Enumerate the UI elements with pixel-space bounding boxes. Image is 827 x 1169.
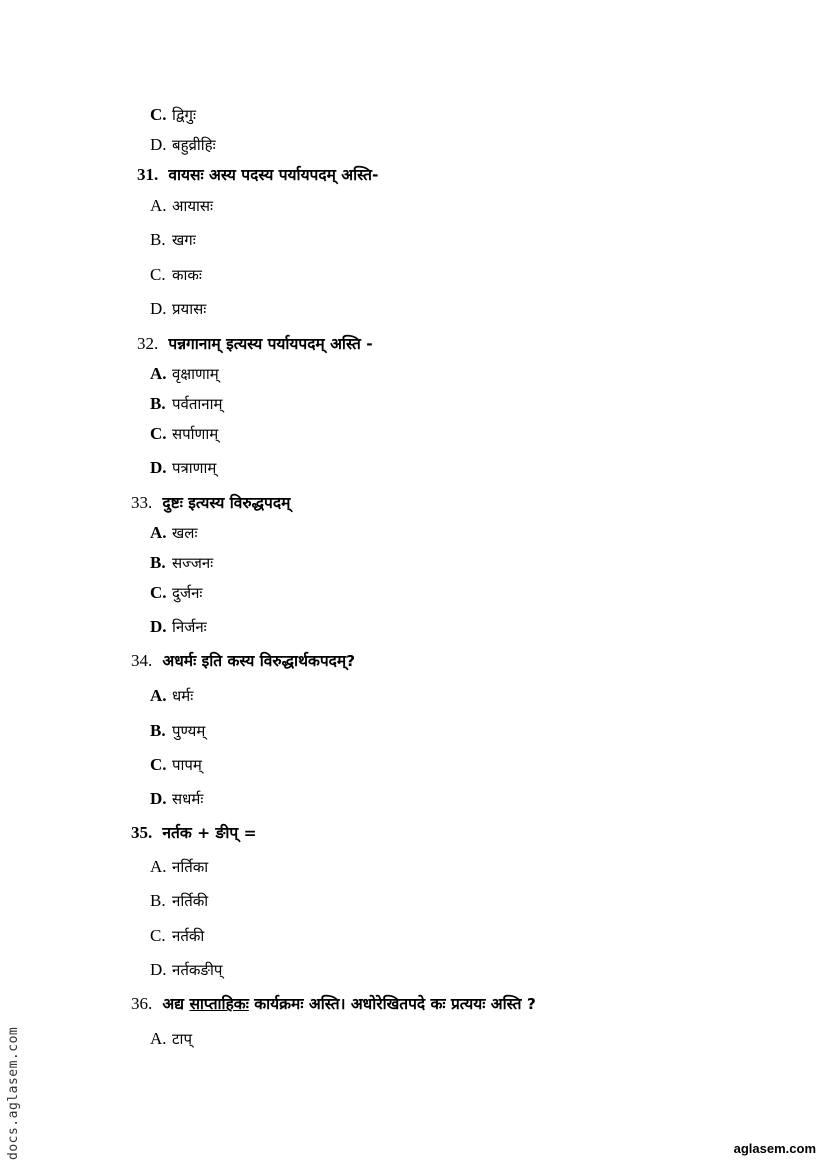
question: [131, 492, 290, 514]
question: [137, 333, 373, 355]
side-watermark: docs.aglasem.com: [6, 1026, 21, 1160]
question-number: 35.: [131, 823, 153, 842]
answer-option: [150, 788, 203, 810]
option-text: पापम्: [172, 756, 202, 774]
option-letter: D.: [150, 135, 167, 154]
question: [131, 650, 355, 672]
answer-option: [150, 616, 207, 638]
question: [131, 822, 257, 844]
option-letter: B.: [150, 230, 166, 249]
option-letter: C.: [150, 755, 167, 774]
option-letter: D.: [150, 299, 167, 318]
option-text: आयासः: [172, 197, 214, 215]
option-text: बहुव्रीहिः: [172, 136, 216, 154]
option-text: प्रयासः: [172, 300, 207, 318]
option-letter: A.: [150, 523, 167, 542]
answer-option: [150, 423, 218, 445]
answer-option: [150, 264, 202, 286]
answer-option: [150, 552, 213, 574]
option-text: नर्तकी: [172, 927, 205, 945]
answer-option: [150, 457, 216, 479]
option-letter: B.: [150, 891, 166, 910]
answer-option: [150, 393, 222, 415]
option-letter: B.: [150, 721, 166, 740]
answer-option: [150, 1028, 192, 1050]
underlined-word: साप्ताहिकः: [189, 995, 249, 1013]
option-text: सधर्मः: [172, 790, 204, 808]
option-letter: C.: [150, 105, 167, 124]
question-text: दुष्टः इत्यस्य विरुद्धपदम्: [162, 494, 291, 512]
option-letter: A.: [150, 1029, 167, 1048]
option-text: पत्राणाम्: [172, 459, 217, 477]
answer-option: [150, 229, 196, 251]
answer-option: [150, 925, 204, 947]
option-letter: D.: [150, 789, 167, 808]
option-letter: A.: [150, 686, 167, 705]
option-text: दुर्जनः: [172, 584, 203, 602]
option-text: द्विगुः: [172, 106, 196, 124]
footer-site: aglasem.com: [733, 1141, 816, 1156]
option-text: वृक्षाणाम्: [172, 365, 219, 383]
option-letter: A.: [150, 364, 167, 383]
answer-option: [150, 959, 222, 981]
option-text: सर्पाणाम्: [172, 425, 219, 443]
option-text: पर्वतानाम्: [172, 395, 223, 413]
answer-option: [150, 195, 213, 217]
question-number: 36.: [131, 994, 153, 1013]
option-letter: C.: [150, 583, 167, 602]
option-text: टाप्: [172, 1030, 192, 1048]
option-text: काकः: [172, 266, 202, 284]
option-letter: C.: [150, 265, 166, 284]
option-letter: D.: [150, 458, 167, 477]
answer-option: [150, 522, 197, 544]
answer-option: [150, 582, 202, 604]
answer-option: [150, 856, 208, 878]
answer-option: [150, 298, 206, 320]
question-number: 31.: [137, 165, 159, 184]
option-letter: D.: [150, 960, 167, 979]
question-number: 34.: [131, 651, 153, 670]
question-number: 32.: [137, 334, 159, 353]
answer-option: [150, 363, 219, 385]
option-letter: A.: [150, 857, 167, 876]
option-text: खगः: [172, 231, 196, 249]
question-text: वायसः अस्य पदस्य पर्यायपदम् अस्ति-: [168, 166, 379, 184]
option-text: धर्मः: [172, 687, 194, 705]
question: [137, 164, 378, 186]
question-text: अधर्मः इति कस्य विरुद्धार्थकपदम्?: [162, 652, 356, 670]
option-letter: B.: [150, 553, 166, 572]
answer-option: [150, 720, 205, 742]
question-text: अद्य: [162, 995, 190, 1013]
option-letter: C.: [150, 424, 167, 443]
option-text: सज्जनः: [172, 554, 214, 572]
option-letter: D.: [150, 617, 167, 636]
question-number: 33.: [131, 493, 153, 512]
answer-option: [150, 134, 216, 156]
option-letter: A.: [150, 196, 167, 215]
question-text: पन्नगानाम् इत्यस्य पर्यायपदम् अस्ति -: [168, 335, 373, 353]
option-text: खलः: [172, 524, 198, 542]
question: [131, 993, 536, 1015]
answer-option: [150, 890, 208, 912]
option-letter: C.: [150, 926, 166, 945]
option-text: नर्तिका: [172, 858, 209, 876]
option-text: निर्जनः: [172, 618, 207, 636]
option-letter: B.: [150, 394, 166, 413]
question-text: कार्यक्रमः अस्ति। अधोरेखितपदे कः प्रत्ययः अस्ति ?: [248, 995, 536, 1013]
question-text: नर्तक + ङीप् =: [162, 824, 257, 842]
answer-option: [150, 685, 193, 707]
option-text: नर्तकङीप्: [172, 961, 223, 979]
answer-option: [150, 104, 196, 126]
option-text: पुण्यम्: [172, 722, 206, 740]
option-text: नर्तिकी: [172, 892, 209, 910]
answer-option: [150, 754, 202, 776]
